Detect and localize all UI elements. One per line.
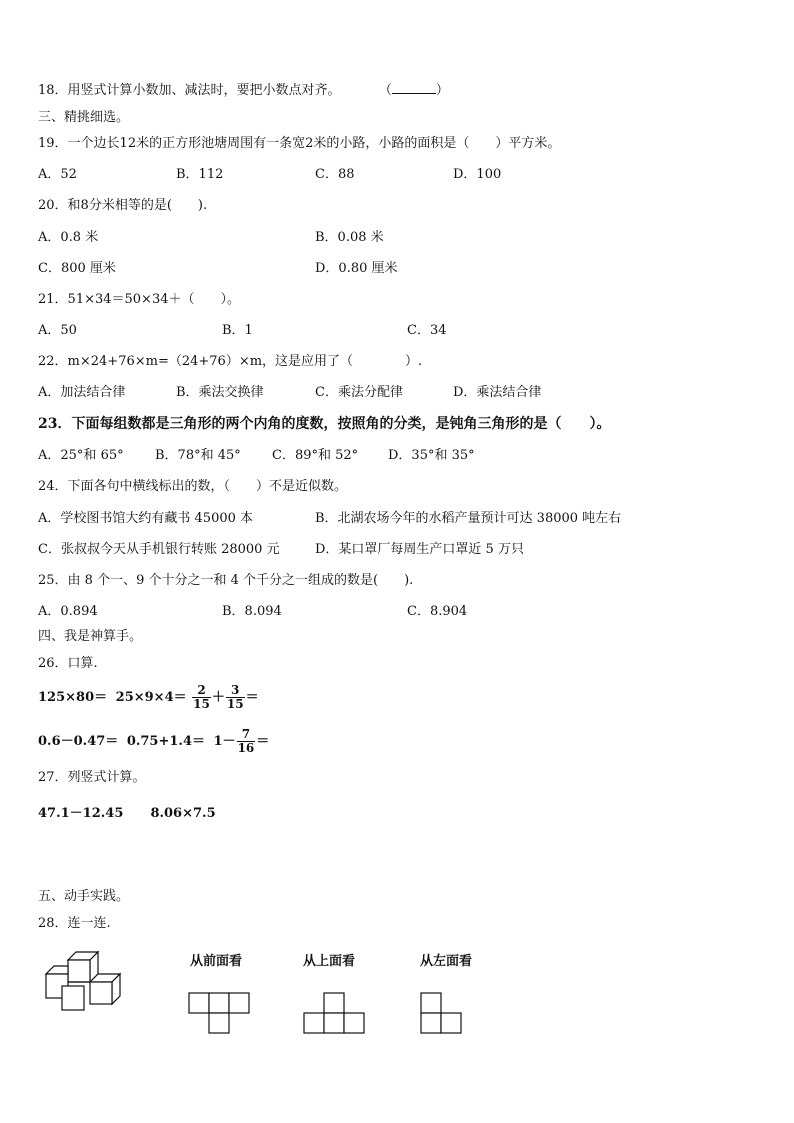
question-21-text: 21．51×34＝50×34＋（ ）。 <box>38 292 240 307</box>
q21-option-a[interactable]: A．50 <box>38 323 77 338</box>
q26-row-1 <box>38 684 259 711</box>
question-23-text: 23．下面每组数都是三角形的两个内角的度数，按照角的分类，是钝角三角形的是（ ）。 <box>38 416 611 432</box>
cube-stack-figure <box>40 946 138 1016</box>
question-25-text: 25．由 8 个一、9 个十分之一和 4 个千分之一组成的数是( ). <box>38 573 414 588</box>
section-3-heading: 三、精挑细选。 <box>38 110 130 125</box>
q24-option-c[interactable]: C．张叔叔今天从手机银行转账 28000 元 <box>38 542 280 557</box>
q25-option-b[interactable]: B．8.094 <box>222 604 282 619</box>
q20-option-c[interactable]: C．800 厘米 <box>38 261 116 276</box>
q20-option-b[interactable]: B．0.08 米 <box>315 230 384 245</box>
q27-expr-2: 8.06×7.5 <box>150 806 216 821</box>
q19-option-a[interactable]: A．52 <box>38 167 77 182</box>
q25-option-a[interactable]: A．0.894 <box>38 604 98 619</box>
q22-option-c[interactable]: C．乘法分配律 <box>315 385 403 400</box>
front-view-shape[interactable] <box>188 992 252 1036</box>
q23-option-a[interactable]: A．25°和 65° <box>38 448 124 463</box>
q26-row-2 <box>38 728 269 755</box>
q22-option-d[interactable]: D．乘法结合律 <box>453 385 542 400</box>
q27-expressions <box>38 802 216 821</box>
q26-expr-2: 25×9×4＝ <box>115 690 187 705</box>
q24-option-b[interactable]: B．北湖农场今年的水稻产量预计可达 38000 吨左右 <box>315 511 622 526</box>
question-26-text: 26．口算. <box>38 656 98 671</box>
fraction-2-15: $\frac{2}{15}$ <box>193 683 210 711</box>
section-5-heading: 五、动手实践。 <box>38 889 130 904</box>
question-20-text: 20．和8分米相等的是( ). <box>38 198 208 213</box>
q25-option-c[interactable]: C．8.904 <box>407 604 468 619</box>
equals-sign: ＝ <box>245 690 259 705</box>
q23-option-b[interactable]: B．78°和 45° <box>155 448 241 463</box>
q20-option-a[interactable]: A．0.8 米 <box>38 230 99 245</box>
question-27-text: 27．列竖式计算。 <box>38 770 146 785</box>
q20-option-d[interactable]: D．0.80 厘米 <box>315 261 398 276</box>
question-22-text: 22．m×24+76×m=（24+76）×m，这是应用了（ ）. <box>38 354 423 369</box>
question-24-text: 24．下面各句中横线标出的数，（ ）不是近似数。 <box>38 479 348 494</box>
plus-sign: ＋ <box>211 690 225 705</box>
question-19-text: 19．一个边长12米的正方形池塘周围有一条宽2米的小路，小路的面积是（ ）平方米。 <box>38 136 561 151</box>
q19-option-c[interactable]: C．88 <box>315 167 355 182</box>
q24-option-a[interactable]: A．学校图书馆大约有藏书 45000 本 <box>38 511 254 526</box>
question-28-text: 28．连一连. <box>38 916 111 931</box>
answer-blank[interactable] <box>392 83 436 94</box>
q23-option-d[interactable]: D．35°和 35° <box>388 448 475 463</box>
section-4-heading: 四、我是神算手。 <box>38 629 143 644</box>
q21-option-b[interactable]: B．1 <box>222 323 253 338</box>
q19-option-d[interactable]: D．100 <box>453 167 502 182</box>
q21-option-c[interactable]: C．34 <box>407 323 447 338</box>
q19-option-b[interactable]: B．112 <box>176 167 224 182</box>
top-view-shape[interactable] <box>303 992 367 1036</box>
question-18 <box>38 83 449 99</box>
answer-paren-close: ） <box>435 83 449 98</box>
caption-front-view: 从前面看 <box>190 954 243 969</box>
q24-option-d[interactable]: D．某口罩厂每周生产口罩近 5 万只 <box>315 542 524 557</box>
fraction-7-16: $\frac{7}{16}$ <box>237 727 255 755</box>
q26-expr-5: 0.75+1.4＝ <box>126 734 205 749</box>
q22-option-b[interactable]: B．乘法交换律 <box>176 385 264 400</box>
q23-option-c[interactable]: C．89°和 52° <box>272 448 359 463</box>
caption-top-view: 从上面看 <box>303 954 356 969</box>
q26-expr-1: 125×80＝ <box>38 690 108 705</box>
q26-expr-4: 0.6－0.47＝ <box>38 734 119 749</box>
q22-option-a[interactable]: A．加法结合律 <box>38 385 126 400</box>
left-view-shape[interactable] <box>420 992 466 1038</box>
question-18-text: 18．用竖式计算小数加、减法时，要把小数点对齐。 <box>38 83 341 98</box>
fraction-3-15: $\frac{3}{15}$ <box>226 683 244 711</box>
answer-paren-open: （ <box>378 83 392 98</box>
q27-expr-1: 47.1－12.45 <box>38 806 124 821</box>
equals-sign-2: ＝ <box>256 734 270 749</box>
q26-expr-6-prefix: 1－ <box>213 734 236 749</box>
caption-left-view: 从左面看 <box>420 954 473 969</box>
